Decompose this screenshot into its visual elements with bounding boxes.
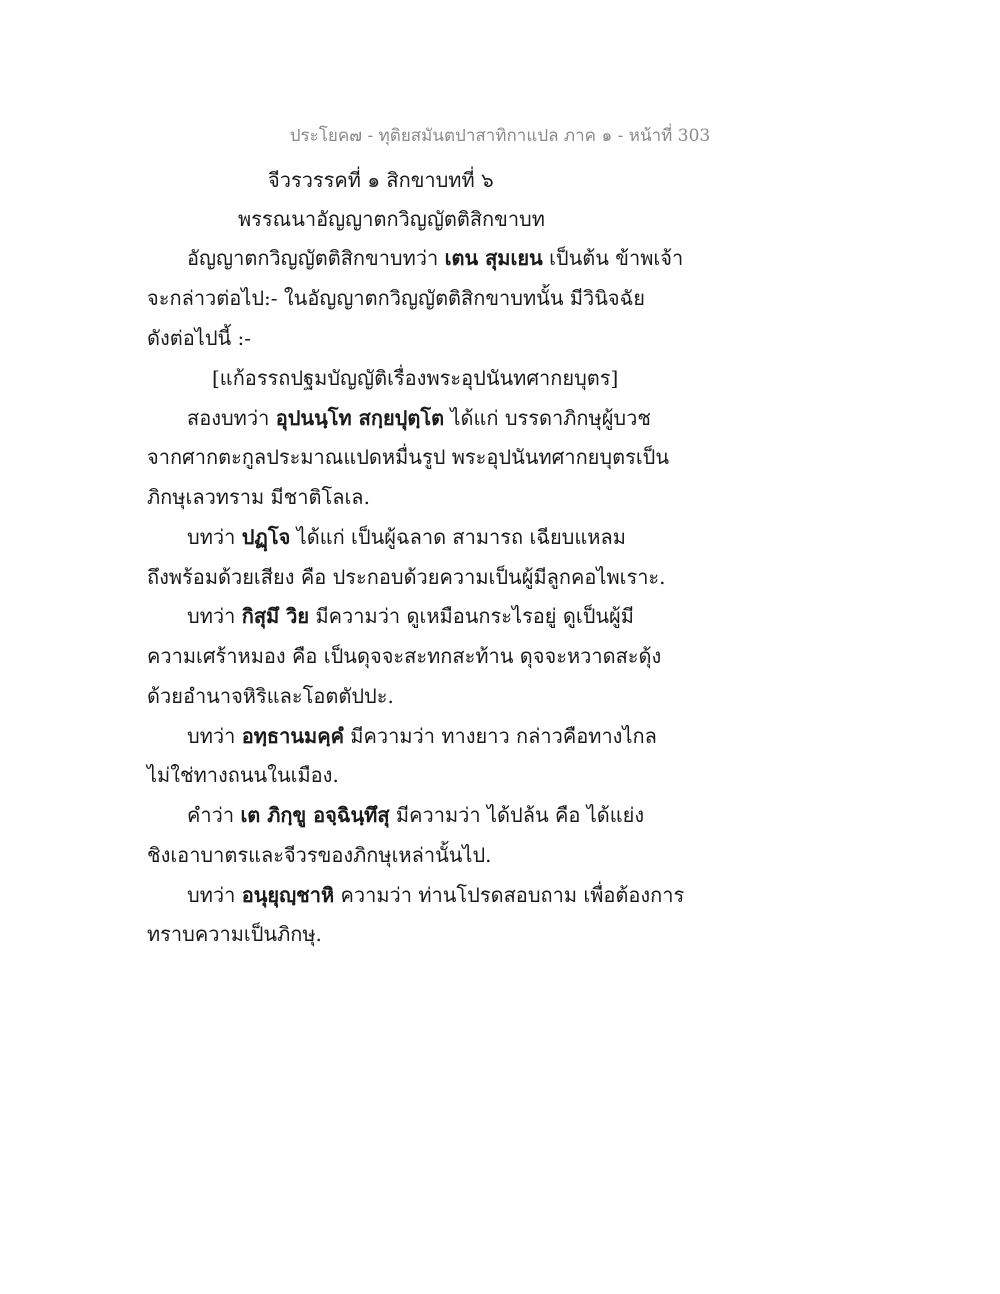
text-run: อัญญาตกวิญญัตติสิกขาบทว่า bbox=[187, 246, 445, 270]
text-run: มีความว่า ดูเหมือนกระไรอยู่ ดูเป็นผู้มี bbox=[309, 604, 634, 628]
text-run: มีความว่า ทางยาว กล่าวคือทางไกล bbox=[343, 724, 657, 748]
text-run: บทว่า bbox=[187, 604, 242, 628]
text-run: ความว่า ท่านโปรดสอบถาม เพื่อต้องการ bbox=[334, 883, 685, 907]
pali-term: อุปนนฺโท สกฺยปุตฺโต bbox=[275, 406, 445, 430]
p7-line-2: ทราบความเป็นภิกษุ. bbox=[147, 922, 322, 946]
pali-term: อนุยุญฺชาหิ bbox=[241, 883, 335, 907]
p1-line-3: ดังต่อไปนี้ :- bbox=[147, 326, 252, 350]
pali-term: กิสุมึ วิย bbox=[241, 604, 310, 628]
text-run: สองบทว่า bbox=[187, 406, 276, 430]
p2-line-1 bbox=[187, 402, 651, 434]
p5-line-2: ไม่ใช่ทางถนนในเมือง. bbox=[147, 763, 339, 787]
pali-term: ปฏฺโจ bbox=[241, 525, 291, 549]
p1-line-1 bbox=[187, 242, 683, 274]
p3-line-2: ถึงพร้อมด้วยเสียง คือ ประกอบด้วยความเป็นผู้มีลูกคอไพเราะ. bbox=[147, 565, 666, 589]
p6-line-2: ชิงเอาบาตรและจีวรของภิกษุเหล่านั้นไป. bbox=[147, 843, 492, 867]
pali-term: เตน สุมเยน bbox=[444, 246, 543, 270]
text-run: มีความว่า ได้ปล้น คือ ได้แย่ง bbox=[389, 803, 645, 827]
text-run: เป็นต้น ข้าพเจ้า bbox=[542, 246, 684, 270]
p6-line-1 bbox=[187, 799, 644, 831]
text-run: บทว่า bbox=[187, 525, 242, 549]
p4-line-1 bbox=[187, 600, 634, 632]
p4-line-2: ความเศร้าหมอง คือ เป็นดุจจะสะทกสะท้าน ดุจจะหวาดสะดุ้ง bbox=[147, 644, 662, 668]
text-run: บทว่า bbox=[187, 724, 242, 748]
p4-line-3: ด้วยอำนาจหิริและโอตตัปปะ. bbox=[147, 684, 394, 708]
text-run: ได้แก่ บรรดาภิกษุผู้บวช bbox=[444, 406, 651, 430]
p5-line-1 bbox=[187, 720, 657, 752]
subsection-title: [แก้อรรถปฐมบัญญัติเรื่องพระอุปนันทศากยบุตร] bbox=[212, 366, 619, 390]
pali-term: อทฺธานมคฺคํ bbox=[241, 724, 344, 748]
pali-term: เต ภิกฺขู อจฺฉินฺทึสุ bbox=[240, 803, 390, 827]
page-header: ประโยค๗ - ทุติยสมันตปาสาทิกาแปล ภาค ๑ - หน้าที่ 303 bbox=[289, 126, 711, 146]
p2-line-2: จากศากตะกูลประมาณแปดหมื่นรูป พระอุปนันทศากยบุตรเป็น bbox=[147, 445, 670, 469]
text-run: คำว่า bbox=[187, 803, 241, 827]
text-run: บทว่า bbox=[187, 883, 242, 907]
text-run: ได้แก่ เป็นผู้ฉลาด สามารถ เฉียบแหลม bbox=[290, 525, 626, 549]
p7-line-1 bbox=[187, 879, 684, 911]
chapter-title: จีวรวรรคที่ ๑ สิกขาบทที่ ๖ bbox=[268, 168, 494, 192]
p3-line-1 bbox=[187, 521, 626, 553]
p2-line-3: ภิกษุเลวทราม มีชาติโลเล. bbox=[147, 485, 370, 509]
p1-line-2: จะกล่าวต่อไป:- ในอัญญาตกวิญญัตติสิกขาบทนั้น มีวินิจฉัย bbox=[147, 286, 645, 310]
section-title: พรรณนาอัญญาตกวิญญัตติสิกขาบท bbox=[238, 207, 545, 231]
